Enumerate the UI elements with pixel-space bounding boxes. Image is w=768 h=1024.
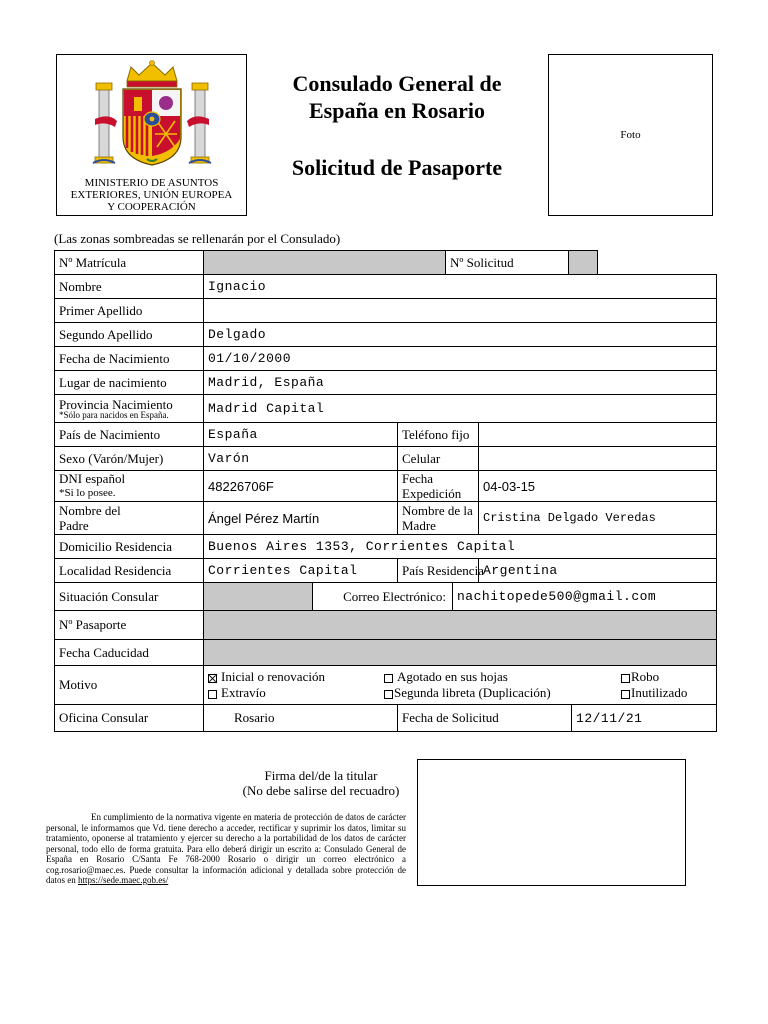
pasaporte-field (204, 611, 717, 640)
segundo-apellido-input[interactable]: Delgado (204, 323, 717, 347)
solicitud-cell (450, 251, 598, 275)
segundo-apellido-label: Segundo Apellido (55, 323, 204, 347)
matricula-label: Nº Matrícula (55, 251, 204, 275)
madre-label-2: Madre (402, 518, 436, 533)
coat-of-arms-icon (91, 59, 213, 171)
data-protection-text: En cumplimiento de la normativa vigente en materia de protección de datos de carácter personal, le informamos que Vd. tiene derecho a acceder, rectificar y suprimir los datos, limitar su tratamiento, oponerse al tratamiento y ejercer su derecho a la portabilidad de los datos de carácter personal, todo ello de forma gratuita. Para ello deberá dirigir un escrito a: Consulado General de España en Rosario C/Santa Fe 768-2000 Rosario o dirigir un correo electrónico a cog.rosario@maec.es. Puede consultar la información adicional y detallada sobre protección de datos en (46, 812, 406, 885)
fecha-solicitud-label: Fecha de Solicitud (398, 705, 572, 732)
checkbox-icon[interactable] (621, 690, 630, 699)
motivo-inutilizado-label: Inutilizado (631, 685, 688, 700)
padre-label-1: Nombre del (59, 503, 121, 518)
caducidad-field (204, 640, 717, 666)
pasaporte-label: Nº Pasaporte (55, 611, 204, 640)
checkbox-icon[interactable] (208, 690, 217, 699)
provincia-label-cell (55, 395, 204, 423)
row-caducidad (55, 640, 717, 666)
motivo-segunda-option[interactable] (384, 685, 551, 701)
checkbox-checked-icon[interactable] (208, 674, 217, 683)
signature-box[interactable] (417, 759, 686, 886)
signature-label-2: (No debe salirse del recuadro) (242, 783, 400, 798)
provincia-input[interactable]: Madrid Capital (204, 395, 717, 423)
solicitud-field (569, 251, 597, 274)
title-line-2: España en Rosario (308, 98, 486, 123)
situacion-label: Situación Consular (55, 583, 204, 611)
checkbox-icon[interactable] (384, 690, 393, 699)
row-matricula (55, 251, 717, 275)
padre-input[interactable]: Ángel Pérez Martín (204, 502, 398, 535)
checkbox-icon[interactable] (384, 674, 393, 683)
fecha-expedicion-label-1: Fecha (402, 471, 434, 486)
checkbox-icon[interactable] (621, 674, 630, 683)
row-oficina (55, 705, 717, 732)
motivo-inutilizado-option[interactable] (621, 685, 687, 701)
row-pasaporte (55, 611, 717, 640)
row-padres (55, 502, 717, 535)
row-segundo-apellido (55, 323, 717, 347)
motivo-label: Motivo (55, 666, 204, 705)
motivo-inicial-label: Inicial o renovación (221, 669, 325, 684)
provincia-note: *Sólo para nacidos en España. (59, 409, 169, 420)
pais-residencia-label: País Residencia (398, 559, 479, 583)
row-pais-nacimiento (55, 423, 717, 447)
title-line-1: Consulado General de (292, 71, 502, 96)
pais-nacimiento-label: País de Nacimiento (55, 423, 204, 447)
row-fecha-nacimiento (55, 347, 717, 371)
fecha-expedicion-label (398, 471, 479, 502)
passport-form-table (54, 250, 717, 732)
form-subtitle: Solicitud de Pasaporte (291, 155, 503, 180)
lugar-nacimiento-label: Lugar de nacimiento (55, 371, 204, 395)
signature-label-1: Firma del/de la titular (264, 768, 378, 783)
signature-label (200, 768, 442, 798)
photo-label: Foto (620, 129, 641, 141)
provincia-label: Provincia Nacimiento (59, 396, 173, 412)
celular-label: Celular (398, 447, 479, 471)
row-sexo (55, 447, 717, 471)
solicitud-label: Nº Solicitud (445, 251, 569, 274)
motivo-extravio-label: Extravío (221, 685, 266, 700)
motivo-inicial-option[interactable] (208, 669, 325, 685)
row-localidad (55, 559, 717, 583)
sexo-input[interactable]: Varón (204, 447, 398, 471)
row-domicilio (55, 535, 717, 559)
motivo-robo-option[interactable] (621, 669, 659, 685)
motivo-agotado-option[interactable] (384, 669, 508, 685)
madre-label-1: Nombre de la (402, 503, 473, 518)
row-nombre (55, 275, 717, 299)
shaded-areas-note: (Las zonas sombreadas se rellenarán por el Consulado) (54, 231, 341, 246)
motivo-agotado-label: Agotado en sus hojas (397, 669, 508, 684)
padre-label-2: Padre (59, 518, 89, 533)
oficina-label: Oficina Consular (55, 705, 204, 732)
fecha-nacimiento-input[interactable]: 01/10/2000 (204, 347, 717, 371)
ministry-line-3: Y COOPERACIÓN (107, 201, 196, 213)
motivo-robo-label: Robo (631, 669, 660, 684)
ministry-box (56, 54, 247, 216)
row-situacion (55, 583, 717, 611)
primer-apellido-label: Primer Apellido (55, 299, 204, 323)
row-provincia (55, 395, 717, 423)
dni-note: *Si lo posee. (59, 487, 116, 499)
photo-box (548, 54, 713, 216)
localidad-input[interactable]: Corrientes Capital (204, 559, 398, 583)
motivo-extravio-option[interactable] (208, 685, 266, 701)
primer-apellido-input[interactable] (204, 299, 717, 323)
correo-label: Correo Electrónico: (313, 583, 453, 611)
dni-label-cell (55, 471, 204, 502)
telefono-input[interactable] (479, 423, 717, 447)
localidad-label: Localidad Residencia (55, 559, 204, 583)
ministry-name (57, 177, 246, 213)
sexo-label: Sexo (Varón/Mujer) (55, 447, 204, 471)
motivo-segunda-label: Segunda libreta (Duplicación) (394, 685, 551, 700)
caducidad-label: Fecha Caducidad (55, 640, 204, 666)
motivo-options (204, 666, 717, 705)
situacion-field (204, 583, 313, 611)
madre-label (398, 502, 479, 535)
dni-input[interactable]: 48226706F (204, 471, 398, 502)
sede-link[interactable]: https://sede.maec.gob.es/ (78, 875, 169, 885)
row-motivo (55, 666, 717, 705)
nombre-input[interactable]: Ignacio (204, 275, 717, 299)
ministry-line-2: EXTERIORES, UNIÓN EUROPEA (70, 189, 233, 201)
fecha-expedicion-label-2: Expedición (402, 486, 462, 501)
padre-label (55, 502, 204, 535)
data-protection-notice (46, 812, 406, 886)
row-primer-apellido (55, 299, 717, 323)
domicilio-input[interactable]: Buenos Aires 1353, Corrientes Capital (204, 535, 717, 559)
telefono-label: Teléfono fijo (398, 423, 479, 447)
row-lugar-nacimiento (55, 371, 717, 395)
correo-input[interactable]: nachitopede500@gmail.com (453, 583, 717, 611)
lugar-nacimiento-input[interactable]: Madrid, España (204, 371, 717, 395)
ministry-line-1: MINISTERIO DE ASUNTOS (84, 177, 219, 189)
madre-input[interactable]: Cristina Delgado Veredas (479, 502, 717, 535)
pais-nacimiento-input[interactable]: España (204, 423, 398, 447)
oficina-input[interactable]: Rosario (204, 705, 398, 732)
nombre-label: Nombre (55, 275, 204, 299)
fecha-expedicion-input[interactable]: 04-03-15 (479, 471, 717, 502)
page-title (254, 70, 540, 124)
pais-residencia-input[interactable]: Argentina (479, 559, 717, 583)
fecha-nacimiento-label: Fecha de Nacimiento (55, 347, 204, 371)
domicilio-label: Domicilio Residencia (55, 535, 204, 559)
fecha-solicitud-input[interactable]: 12/11/21 (572, 705, 717, 732)
dni-label: DNI español (59, 471, 126, 486)
row-dni (55, 471, 717, 502)
celular-input[interactable] (479, 447, 717, 471)
